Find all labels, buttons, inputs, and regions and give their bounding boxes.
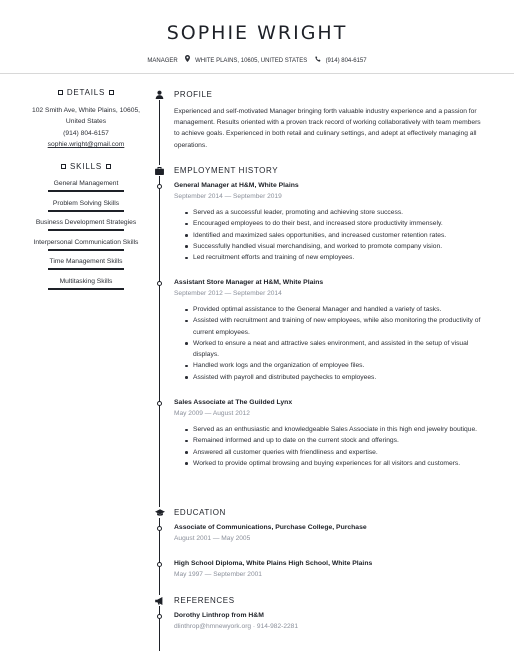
- bullet-item: Identified and maximized sales opportunities, and increased customer retention rates.: [185, 230, 485, 241]
- skill-label: General Management: [53, 180, 119, 188]
- education-dates: August 2001 — May 2005: [174, 535, 251, 542]
- contact-line: [0, 55, 514, 64]
- skills-heading-text: SKILLS: [70, 162, 102, 172]
- education-title: High School Diploma, White Plains High School, White Plains: [174, 560, 373, 567]
- location-icon: [185, 58, 192, 64]
- phone-label: (914) 804-6157: [325, 58, 367, 64]
- skills-heading: [20, 161, 152, 173]
- timeline-dot: [157, 281, 162, 286]
- bullet-item: Assisted with recruitment and training of new employees, while also monitoring the productivity of current employees.: [185, 315, 485, 338]
- skill-level-bar: [48, 288, 124, 290]
- square-icon: [106, 164, 111, 169]
- bullet-item: Provided optimal assistance to the General Manager and handled a variety of tasks.: [185, 304, 485, 315]
- skill-item: [20, 255, 152, 275]
- skill-item: [20, 274, 152, 294]
- skill-level-bar: [48, 268, 124, 270]
- address-line1: 102 Smith Ave, White Plains, 10605,: [31, 107, 141, 114]
- profile-heading: PROFILE: [174, 90, 213, 99]
- details-heading-text: DETAILS: [66, 87, 106, 97]
- job-dates: September 2014 — September 2019: [174, 193, 282, 200]
- skill-label: Problem Solving Skills: [52, 199, 120, 207]
- skill-item: [20, 196, 152, 216]
- skill-level-bar: [48, 249, 124, 251]
- job-title: Assistant Store Manager at H&M, White Plains: [174, 279, 324, 286]
- timeline-dot: [157, 562, 162, 567]
- job-bullets: [185, 424, 485, 469]
- skill-level-bar: [48, 210, 124, 212]
- timeline-line: [159, 100, 160, 651]
- resume-name: SOPHIE WRIGHT: [166, 22, 348, 44]
- job-title: Sales Associate at The Guilded Lynx: [174, 399, 293, 406]
- bullet-item: Handled work logs and the organization of employee files.: [185, 360, 485, 371]
- graduation-cap-icon: [154, 507, 165, 518]
- bullet-item: Answered all customer queries with friendliness and expertise.: [185, 447, 485, 458]
- job-dates: September 2012 — September 2014: [174, 290, 282, 297]
- skill-label: Business Development Strategies: [35, 219, 137, 227]
- skill-label: Time Management Skills: [49, 258, 123, 266]
- role-label: MANAGER: [147, 58, 178, 64]
- megaphone-icon: [154, 595, 165, 606]
- skill-item: [20, 235, 152, 255]
- bullet-item: Encouraged employees to do their best, and increased store productivity immensely.: [185, 218, 485, 229]
- bullet-item: Led recruitment efforts and training of new employees.: [185, 252, 485, 263]
- education-heading: EDUCATION: [174, 508, 226, 517]
- job-bullets: [185, 207, 485, 263]
- education-dates: May 1997 — September 2001: [174, 571, 262, 578]
- references-heading: REFERENCES: [174, 596, 235, 605]
- phone-icon: [315, 58, 323, 64]
- square-icon: [109, 90, 114, 95]
- skill-list: [20, 177, 152, 294]
- header-divider: [0, 73, 514, 74]
- square-icon: [61, 164, 66, 169]
- reference-name: Dorothy Linthrop from H&M: [174, 612, 264, 619]
- education-title: Associate of Communications, Purchase College, Purchase: [174, 524, 367, 531]
- job-bullets: [185, 304, 485, 383]
- skill-item: [20, 177, 152, 197]
- timeline-dot: [157, 614, 162, 619]
- skill-item: [20, 216, 152, 236]
- skill-level-bar: [48, 190, 124, 192]
- square-icon: [58, 90, 63, 95]
- bullet-item: Remained informed and up to date on the current stock and offerings.: [185, 435, 485, 446]
- bullet-item: Successfully handled visual merchandising, and worked to promote company vision.: [185, 241, 485, 252]
- bullet-item: Served as an enthusiastic and knowledgeable Sales Associate in this high end jewelry boutique.: [185, 424, 485, 435]
- reference-contact: dlinthrop@hmnewyork.org · 914-982-2281: [174, 623, 298, 630]
- bullet-item: Worked to ensure a neat and attractive sales environment, and assisted in the setup of visual displays.: [185, 338, 485, 361]
- profile-text: Experienced and self-motivated Manager bringing forth valuable industry experience and a passion for management. Results oriented with a proven track record of working collaboratively with team members to achieve goals. Experienced in both retail and culinary settings, and adept at effectively managing all operations.: [174, 108, 481, 149]
- details-phone: (914) 804-6157: [63, 129, 109, 137]
- bullet-item: Worked to provide optimal browsing and buying experiences for all visitors and customers.: [185, 458, 485, 469]
- timeline-dot: [157, 526, 162, 531]
- employment-heading: EMPLOYMENT HISTORY: [174, 166, 279, 175]
- timeline-dot: [157, 184, 162, 189]
- profile-icon: [154, 89, 165, 100]
- briefcase-icon: [154, 165, 165, 176]
- bullet-item: Served as a successful leader, promoting and achieving store success.: [185, 207, 485, 218]
- location-label: WHITE PLAINS, 10605, UNITED STATES: [195, 58, 308, 64]
- skill-label: Multitasking Skills: [59, 277, 113, 285]
- skill-level-bar: [48, 229, 124, 231]
- skill-label: Interpersonal Communication Skills: [33, 238, 139, 246]
- timeline-dot: [157, 401, 162, 406]
- email-link[interactable]: sophie.wright@gmail.com: [47, 141, 125, 149]
- job-title: General Manager at H&M, White Plains: [174, 182, 299, 189]
- bullet-item: Assisted with payroll and distributed paychecks to employees.: [185, 372, 485, 383]
- address-line2: United States: [65, 118, 107, 126]
- details-heading: [20, 86, 152, 98]
- details-block: [20, 105, 152, 151]
- job-dates: May 2009 — August 2012: [174, 410, 250, 417]
- left-column: [20, 86, 152, 294]
